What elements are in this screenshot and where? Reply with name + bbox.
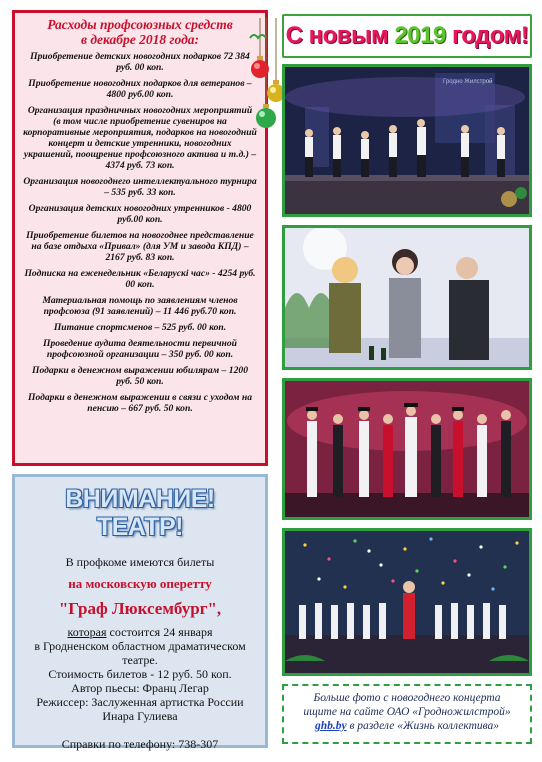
banner-year: 2019 [394, 22, 446, 49]
photo-dancers [282, 378, 532, 520]
expense-item: Приобретение новогодних подарков для ветеранов – 4800 руб.00 коп. [28, 78, 252, 100]
photo-dancers-image [285, 381, 529, 517]
expense-item: Организация новогоднего интеллектуального турнира – 535 руб. 33 коп. [23, 176, 257, 198]
caption-line3 [288, 719, 526, 733]
theatre-intro: В профкоме имеются билеты [65, 555, 215, 569]
expenses-title-line1: Расходы профсоюзных средств [47, 17, 233, 32]
caption-line2: ищите на сайте ОАО «Гродножилстрой» [303, 706, 511, 718]
expense-item: Материальная помощь по заявлениям членов профсоюза (91 заявлений) – 11 446 руб.70 коп. [42, 295, 238, 317]
photo-confetti-finale [282, 528, 532, 676]
theatre-author: Автор пьесы: Франц Легар [71, 681, 209, 695]
theatre-announcement-panel [12, 474, 268, 751]
theatre-operetta: на московскую оперетту [68, 576, 212, 591]
theatre-price: Стоимость билетов - 12 руб. 50 коп. [48, 667, 232, 681]
expense-item: Подарки в денежном выражении в связи с уходом на пенсию – 667 руб. 50 коп. [27, 392, 252, 414]
photo-toast-image [285, 228, 529, 367]
expense-item: Приобретение билетов на новогоднее представление на базе отдыха «Привал» (для УМ и завода КПД) – 2167 руб. 83 коп. [26, 230, 254, 263]
theatre-heading: ВНИМАНИЕ! ТЕАТР! [65, 485, 215, 541]
banner-suffix: годом! [445, 22, 529, 49]
expense-item: Приобретение детских новогодних подарков 72 384 руб. 00 коп. [30, 51, 250, 73]
theatre-director: Режиссер: Заслуженная артистка России [36, 695, 244, 709]
theatre-date-rest: состоится 24 января [106, 625, 213, 639]
expense-item: Проведение аудита деятельности первичной профсоюзной организации – 350 руб. 00 коп. [43, 338, 237, 360]
theatre-date [21, 625, 259, 639]
expense-item: Подписка на еженедельник «Беларускі час» - 4254 руб. 00 коп. [24, 268, 256, 290]
photo-toast-speakers [282, 225, 532, 370]
theatre-venue: в Гродненском областном драматическом театре. [34, 639, 246, 667]
expense-item: Организация праздничных новогодних мероприятий (в том числе приобретение сувениров на корпоративные мероприятия, подарков на новогодний концерт и детские утренники, новогодних украшений, поощрение профсоюзного актива и т.д.) – 4374 руб. 73 коп. [23, 105, 257, 171]
theatre-phone: Справки по телефону: 738-307 [61, 737, 219, 751]
photo-finale-image [285, 531, 529, 673]
expenses-title-line2: в декабре 2018 года: [80, 32, 200, 47]
theatre-date-prefix: которая [67, 625, 107, 639]
expenses-panel [12, 10, 268, 466]
caption-line1: Больше фото с новогоднего концерта [313, 692, 501, 704]
site-link[interactable]: ghb.by [314, 720, 347, 732]
stage-sign-text: Гродно Жилстрой [443, 79, 493, 85]
photo-band-on-stage [282, 64, 532, 217]
photo-gallery-caption [282, 684, 532, 744]
expense-item: Организация детских новогодних утренников - 4800 руб.00 коп. [28, 203, 252, 225]
new-year-banner [282, 14, 532, 58]
expense-item: Питание спортсменов – 525 руб. 00 коп. [53, 322, 227, 333]
theatre-director-name: Инара Гулиева [102, 709, 178, 723]
expense-item: Подарки в денежном выражении юбилярам – 1200 руб. 50 коп. [31, 365, 248, 387]
theatre-show-title: "Граф Люксембург", [58, 599, 222, 618]
caption-line3-rest: в разделе «Жизнь коллектива» [346, 720, 500, 732]
banner-prefix: С новым [285, 22, 395, 49]
expenses-title [23, 17, 257, 47]
photo-band-image [285, 67, 529, 214]
